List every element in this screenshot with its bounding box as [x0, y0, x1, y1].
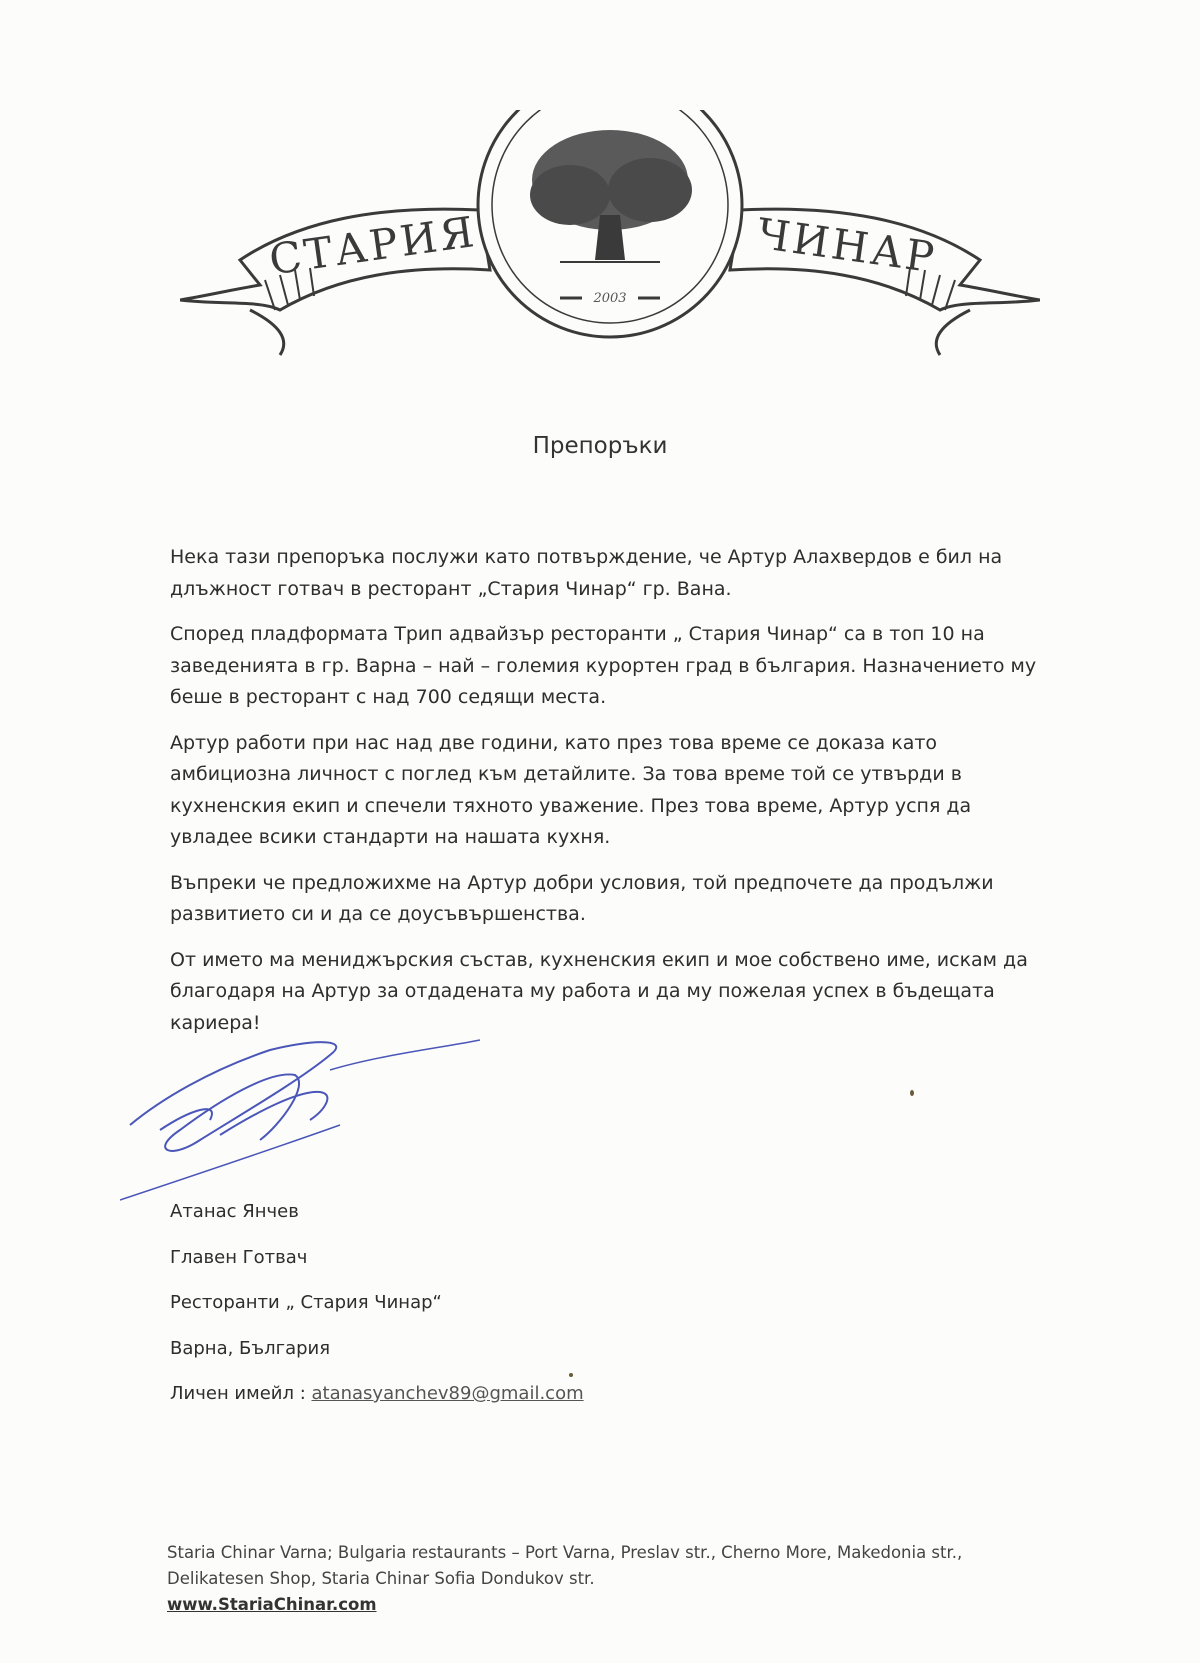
- signer-company: Ресторанти „ Стария Чинар“: [170, 1292, 442, 1313]
- paragraph: Въпреки че предложихме на Артур добри условия, той предпочете да продължи развитието си и да се доусъвършенства.: [170, 871, 994, 925]
- signer-position: Главен Готвач: [170, 1246, 308, 1268]
- footer-website-link[interactable]: www.StariaChinar.com: [167, 1595, 377, 1614]
- scan-speck: [569, 1373, 573, 1377]
- paragraph: Според пладформата Трип адвайзър ресторанти „ Стария Чинар“ са в топ 10 на заведенията в гр. Варна – най – големия курортен град в българия. Назначението му беше в ресторант с над 700 седящи места.: [170, 623, 1037, 708]
- signer-name: Атанас Янчев: [170, 1201, 299, 1222]
- paragraph: Нека тази препоръка послужи като потвърждение, че Артур Алахвердов е бил на длъжност готвач в ресторант „Стария Чинар“ гр. Вана.: [170, 546, 1003, 600]
- paragraph: Артур работи при нас над две години, като през това време се доказа като амбициозна личност с поглед към детайлите. За това време той се утвърди в кухненския екип и спечели тяхното уважение. През това време, Артур успя да увладее всики стандарти на нашата кухня.: [170, 731, 972, 848]
- handwritten-signature: [120, 1030, 540, 1210]
- footer-address-line-1: Staria Chinar Varna; Bulgaria restaurants – Port Varna, Preslav str., Cherno More, Makedonia str.,: [167, 1543, 963, 1562]
- logo-word-left: СТАРИЯ: [266, 206, 480, 285]
- logo-word-right: ЧИНАР: [754, 208, 940, 283]
- email-link[interactable]: atanasyanchev89@gmail.com: [311, 1383, 584, 1404]
- paragraph: От името ма мениджърския състав, кухненския екип и мое собствено име, искам да благодаря на Артур за отдадената му работа и да му пожелая успех в бъдещата кариера!: [170, 948, 1028, 1034]
- company-logo: [180, 110, 1040, 410]
- signoff-block: [170, 1198, 870, 1426]
- letter-body: [170, 542, 1050, 1053]
- footer-address-line-2: Delikatesen Shop, Staria Chinar Sofia Dondukov str.: [167, 1569, 595, 1588]
- signer-location: Варна, България: [170, 1337, 331, 1359]
- logo-year: 2003: [593, 291, 627, 306]
- scan-speck: [910, 1090, 914, 1096]
- signer-email-line: [170, 1380, 870, 1426]
- letter-title: Препоръки: [532, 433, 668, 459]
- letter-footer: [167, 1540, 1067, 1618]
- email-label: Личен имейл :: [170, 1383, 312, 1404]
